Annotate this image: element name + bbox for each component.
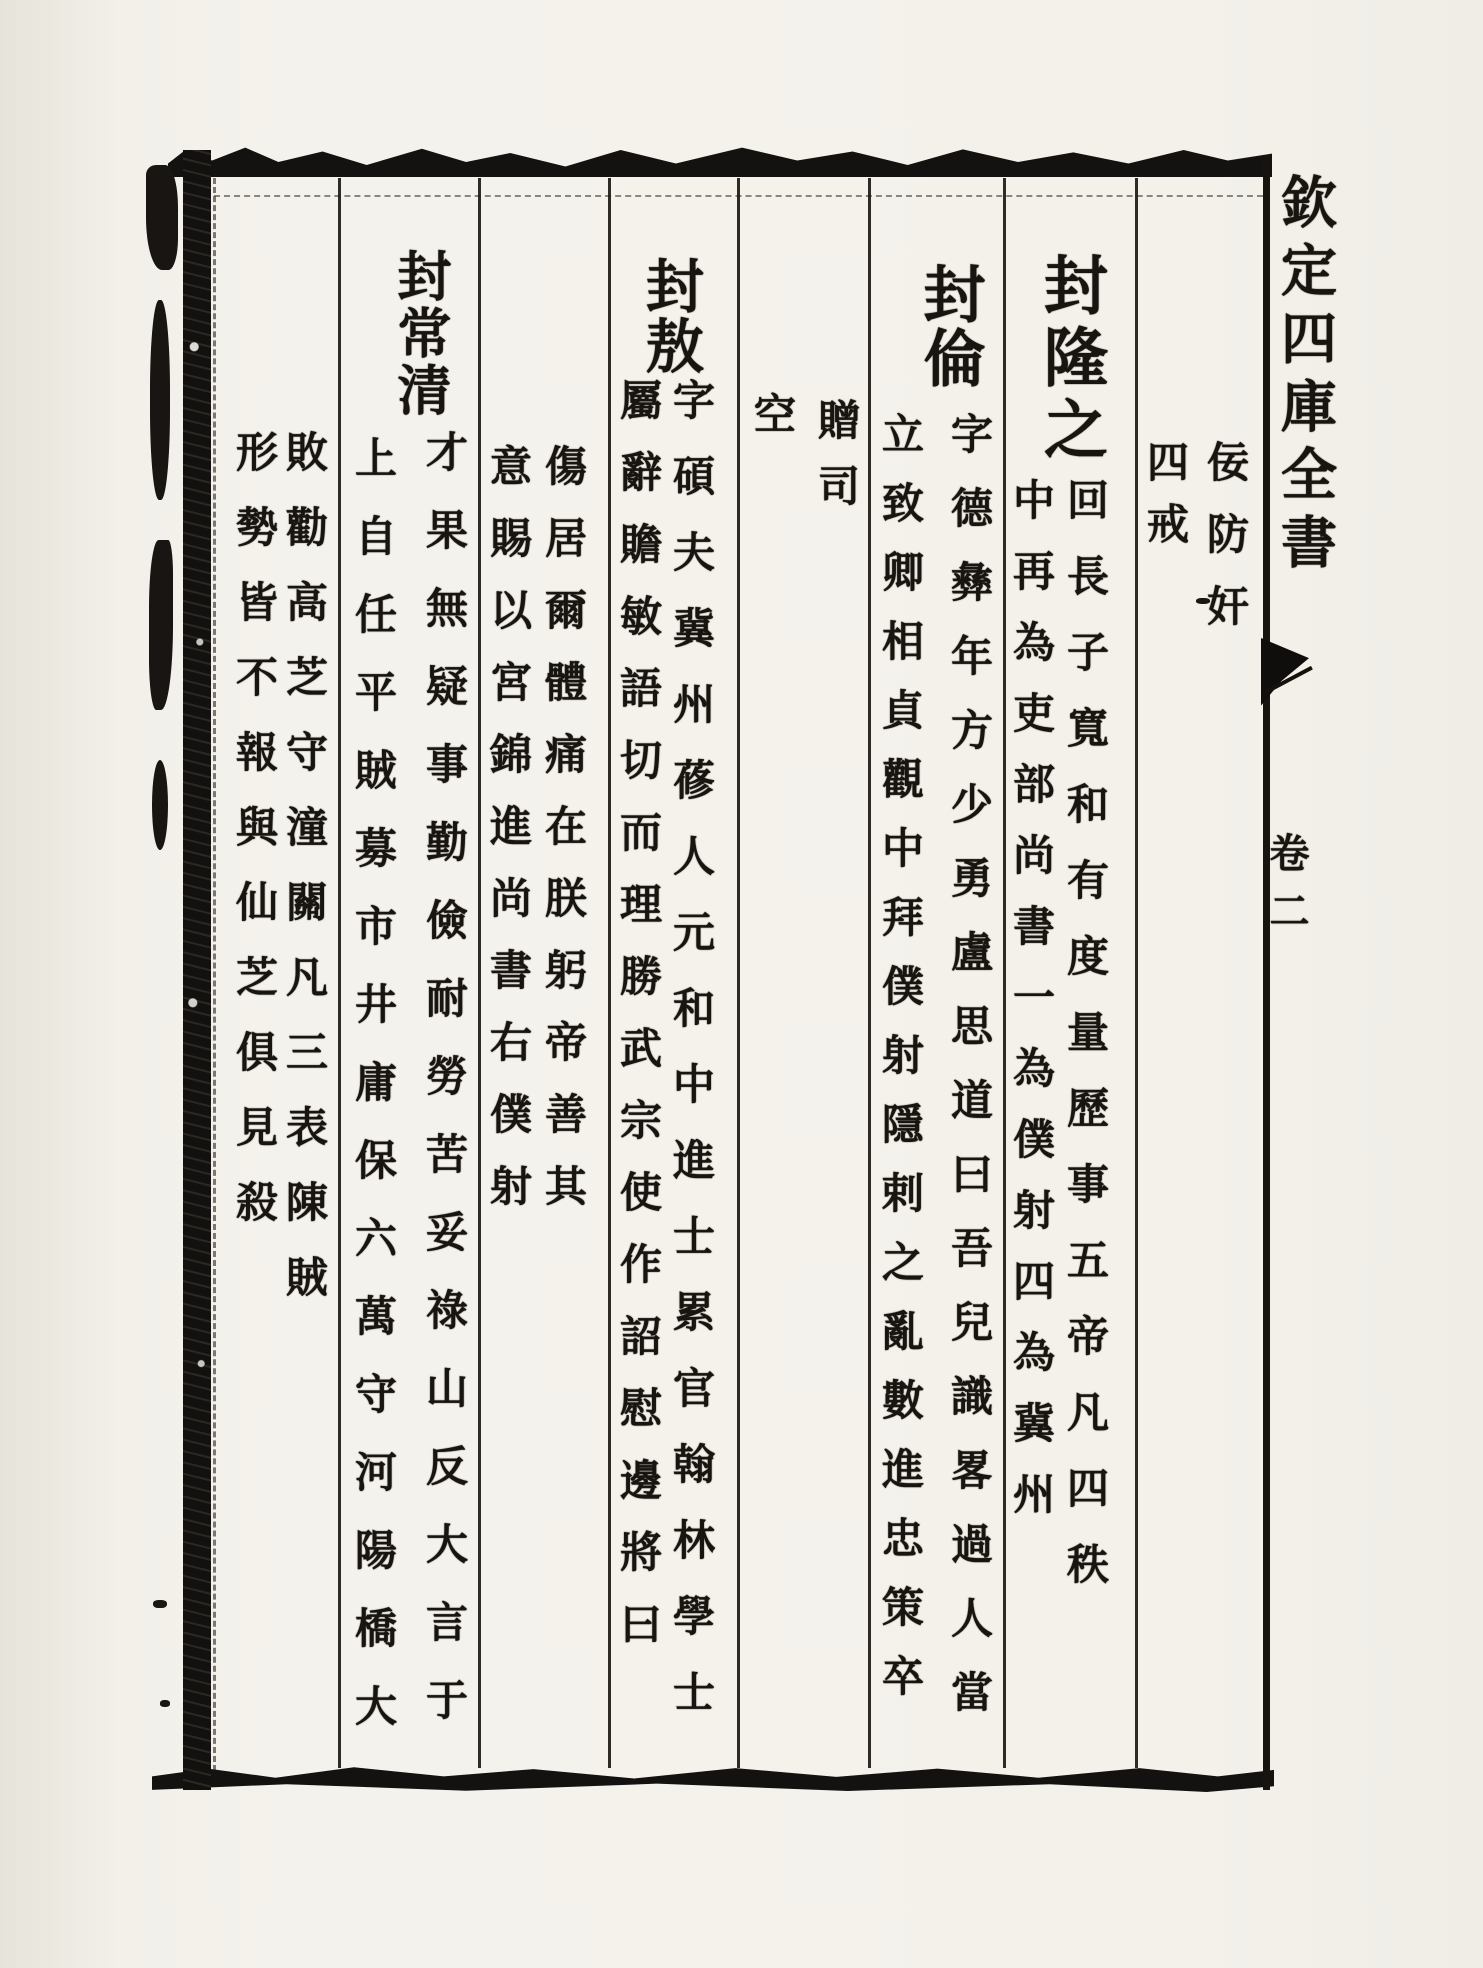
ink-speck bbox=[153, 1600, 167, 1608]
column-7-note-left: 上自任平賊募市井庸保六萬守河陽橋大 bbox=[349, 436, 395, 1762]
column-4-note-left: 空 bbox=[748, 392, 794, 434]
column-1-note-right: 佞防奸 bbox=[1201, 440, 1247, 656]
column-7-entry-name: 封常清 bbox=[390, 248, 450, 419]
column-5-note-right: 字碩夫冀州蓚人元和中進士累官翰林學士 bbox=[667, 378, 713, 1746]
frame-left-border bbox=[183, 150, 211, 1790]
column-1-note-left: 四戒 bbox=[1141, 440, 1187, 564]
column-3-note-right: 字德彝年方少勇盧思道曰吾兒識畧過人當 bbox=[945, 412, 991, 1744]
column-rule-2 bbox=[1003, 178, 1006, 1768]
frame-right-border bbox=[1263, 160, 1270, 1790]
ink-blob bbox=[152, 760, 168, 850]
column-6-note-left: 意賜以宮錦進尚書右僕射 bbox=[484, 444, 530, 1236]
column-rule-1 bbox=[1135, 178, 1138, 1768]
column-2-entry-name: 封隆之 bbox=[1035, 252, 1106, 468]
column-2-note-left: 中再為吏部尚書一為僕射四為冀州 bbox=[1007, 478, 1053, 1543]
column-3-note-left: 立致卿相貞觀中拜僕射隱剌之亂數進忠策卒 bbox=[876, 412, 922, 1723]
column-8-note-left: 形勢皆不報與仙芝俱見殺 bbox=[230, 430, 276, 1255]
column-4-note-right: 贈司 bbox=[812, 398, 858, 530]
ink-blob bbox=[149, 540, 173, 710]
frame-bottom-border bbox=[152, 1766, 1274, 1792]
column-2-note-right: 回長子寬和有度量歷事五帝凡四秩 bbox=[1061, 478, 1107, 1618]
column-5-note-left: 屬辭贍敏語切而理勝武宗使作詔慰邊將曰 bbox=[614, 378, 660, 1674]
column-7-note-right: 才果無疑事勤儉耐勞苦妥祿山反大言于 bbox=[420, 430, 466, 1756]
ink-speck bbox=[160, 1700, 170, 1707]
column-rule-3 bbox=[868, 178, 871, 1768]
column-rule-7 bbox=[338, 178, 341, 1768]
volume-label: 卷二 bbox=[1264, 832, 1309, 948]
column-8-note-right: 敗勸高芝守潼關凡三表陳賊 bbox=[280, 430, 326, 1330]
frame-left-inner-rule bbox=[213, 160, 216, 1780]
ink-blob bbox=[150, 300, 170, 500]
column-3-entry-name: 封倫 bbox=[914, 262, 982, 390]
frame-top-border bbox=[168, 147, 1272, 177]
column-rule-4 bbox=[737, 178, 740, 1768]
column-6-note-right: 傷居爾體痛在朕躬帝善其 bbox=[539, 444, 585, 1236]
column-rule-5 bbox=[608, 178, 611, 1768]
book-title: 欽定四庫全書 bbox=[1273, 173, 1335, 581]
column-5-entry-name: 封敖 bbox=[637, 256, 702, 376]
ink-blob bbox=[146, 165, 178, 270]
column-rule-6 bbox=[478, 178, 481, 1768]
